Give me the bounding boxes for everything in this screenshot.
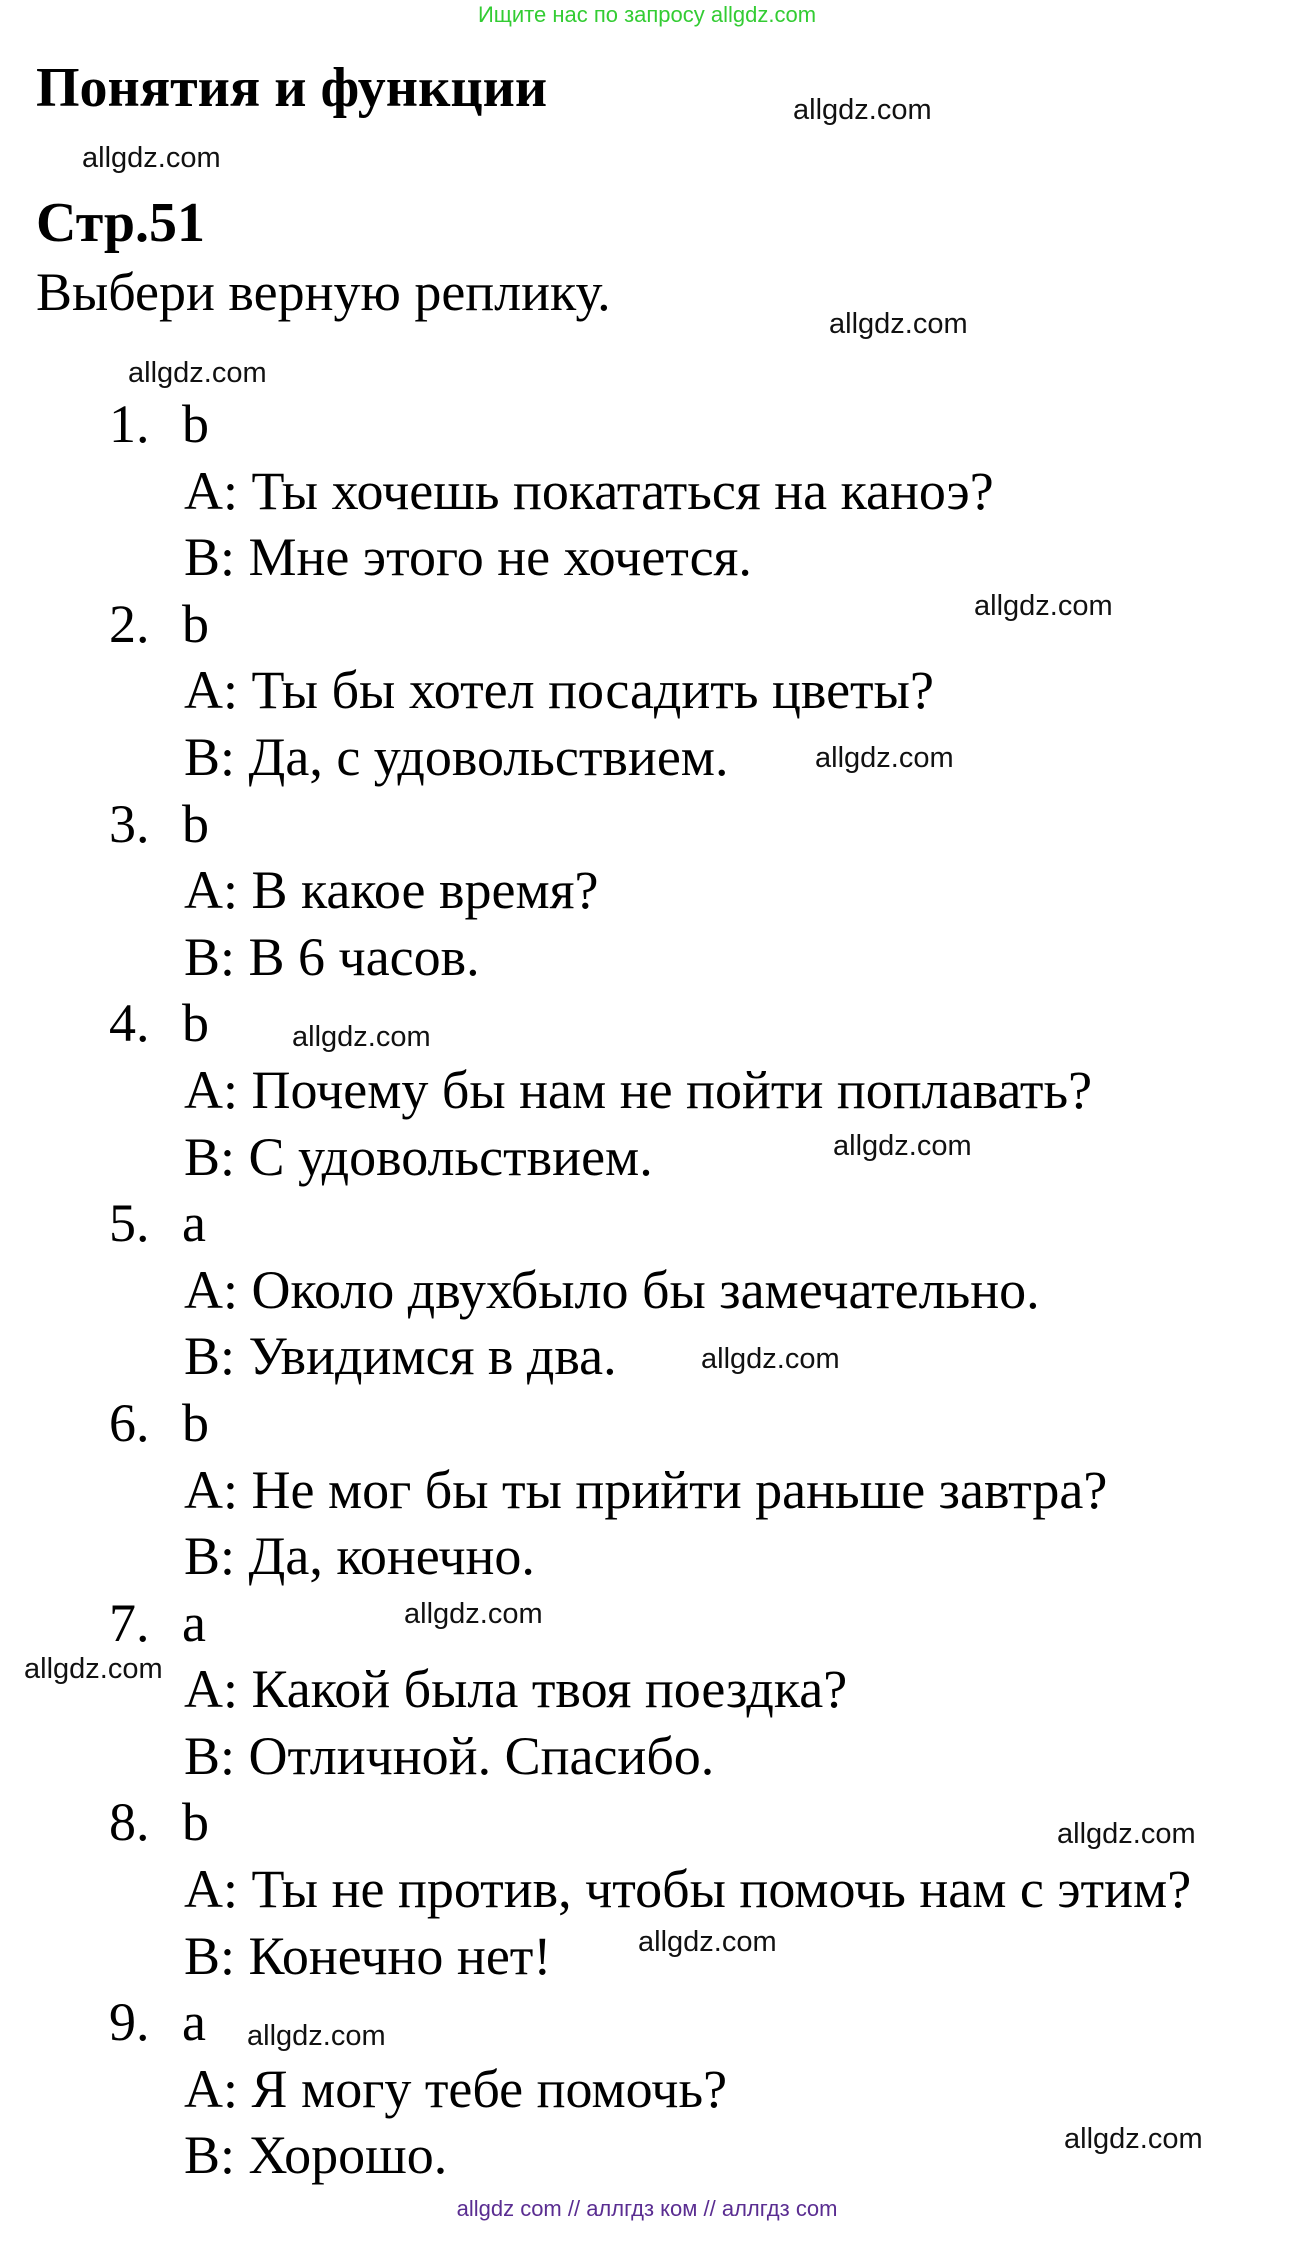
- dialogue-text-b: B: Конечно нет!: [184, 1925, 552, 1986]
- item-answer-row: [0, 1390, 1294, 1457]
- dialogue-text-a: A: Не мог бы ты прийти раньше завтра?: [184, 1459, 1108, 1520]
- item-answer-row: [0, 1590, 1294, 1657]
- dialogue-text-a: A: В какое время?: [184, 860, 599, 921]
- dialogue-line-a: [0, 2056, 1294, 2123]
- dialogue-line-a: [0, 458, 1294, 525]
- dialogue-line-a: [0, 1057, 1294, 1124]
- item-answer-row: [0, 391, 1294, 458]
- item-number: 1.: [109, 394, 150, 454]
- item-number: 9.: [109, 1992, 150, 2053]
- item-answer-row: [0, 990, 1294, 1057]
- dialogue-line-b: [0, 524, 1294, 591]
- dialogue-line-b: [0, 1723, 1294, 1790]
- watermark: allgdz.com: [701, 1343, 840, 1375]
- watermark: allgdz.com: [292, 1021, 431, 1053]
- watermark: allgdz.com: [829, 308, 968, 340]
- watermark: allgdz.com: [247, 2020, 386, 2052]
- item-answer-letter: a: [182, 1193, 206, 1254]
- dialogue-line-a: [0, 657, 1294, 724]
- item-answer-row: [0, 1190, 1294, 1257]
- item-number: 3.: [109, 793, 150, 854]
- watermark: allgdz.com: [82, 142, 221, 174]
- item-number: 6.: [109, 1392, 150, 1453]
- page-title: Понятия и функции: [36, 57, 548, 119]
- dialogue-text-b: B: С удовольствием.: [184, 1126, 653, 1187]
- dialogue-text-b: B: Хорошо.: [184, 2125, 448, 2186]
- item-answer-letter: b: [182, 1792, 209, 1853]
- dialogue-text-a: A: Я могу тебе помочь?: [184, 2058, 728, 2119]
- watermark: allgdz.com: [1057, 1818, 1196, 1850]
- dialogue-line-b: [0, 1124, 1294, 1191]
- watermark: allgdz.com: [24, 1653, 163, 1685]
- watermark: allgdz.com: [815, 742, 954, 774]
- dialogue-text-a: A: Ты хочешь покататься на каноэ?: [184, 460, 994, 521]
- dialogue-text-b: B: В 6 часов.: [184, 926, 480, 987]
- dialogue-line-a: [0, 857, 1294, 924]
- watermark: allgdz.com: [1064, 2123, 1203, 2155]
- item-answer-letter: b: [182, 793, 209, 854]
- item-number: 7.: [109, 1592, 150, 1653]
- watermark: allgdz.com: [833, 1130, 972, 1162]
- dialogue-text-a: A: Ты бы хотел посадить цветы?: [184, 660, 934, 721]
- dialogue-line-b: [0, 1323, 1294, 1390]
- dialogue-line-b: [0, 1523, 1294, 1590]
- footer-links[interactable]: allgdz com // аллгдз ком // аллгдз com: [456, 2196, 838, 2221]
- item-number: 5.: [109, 1193, 150, 1254]
- dialogue-line-b: [0, 924, 1294, 991]
- item-answer-letter: a: [182, 1592, 206, 1653]
- dialogue-text-b: B: Отличной. Спасибо.: [184, 1725, 715, 1786]
- page-number-heading: Стр.51: [36, 192, 206, 254]
- dialogue-line-b: [0, 724, 1294, 791]
- item-answer-letter: b: [182, 993, 209, 1054]
- item-number: 8.: [109, 1792, 150, 1853]
- top-banner-link[interactable]: Ищите нас по запросу allgdz.com: [477, 2, 817, 27]
- dialogue-line-a: [0, 1457, 1294, 1524]
- item-answer-letter: a: [182, 1992, 206, 2053]
- task-instruction: Выбери верную реплику.: [36, 262, 611, 322]
- item-answer-letter: b: [182, 394, 209, 454]
- watermark: allgdz.com: [638, 1926, 777, 1958]
- dialogue-text-b: B: Да, конечно.: [184, 1526, 535, 1587]
- item-answer-letter: b: [182, 1392, 209, 1453]
- dialogue-text-b: B: Да, с удовольствием.: [184, 726, 729, 787]
- answer-list: [0, 391, 1294, 2189]
- dialogue-line-a: [0, 1257, 1294, 1324]
- dialogue-text-b: B: Увидимся в два.: [184, 1326, 617, 1387]
- dialogue-text-b: B: Мне этого не хочется.: [184, 527, 752, 588]
- dialogue-line-a: [0, 1656, 1294, 1723]
- dialogue-text-a: A: Какой была твоя поездка?: [184, 1659, 848, 1720]
- item-number: 2.: [109, 593, 150, 654]
- item-answer-letter: b: [182, 593, 209, 654]
- item-number: 4.: [109, 993, 150, 1054]
- watermark: allgdz.com: [793, 94, 932, 126]
- dialogue-text-a: A: Около двухбыло бы замечательно.: [184, 1259, 1040, 1320]
- watermark: allgdz.com: [404, 1598, 543, 1630]
- dialogue-line-a: [0, 1856, 1294, 1923]
- item-answer-row: [0, 1989, 1294, 2056]
- item-answer-row: [0, 791, 1294, 858]
- dialogue-text-a: A: Ты не против, чтобы помочь нам с этим?: [184, 1859, 1192, 1920]
- dialogue-text-a: A: Почему бы нам не пойти поплавать?: [184, 1059, 1093, 1120]
- watermark: allgdz.com: [128, 357, 267, 389]
- watermark: allgdz.com: [974, 590, 1113, 622]
